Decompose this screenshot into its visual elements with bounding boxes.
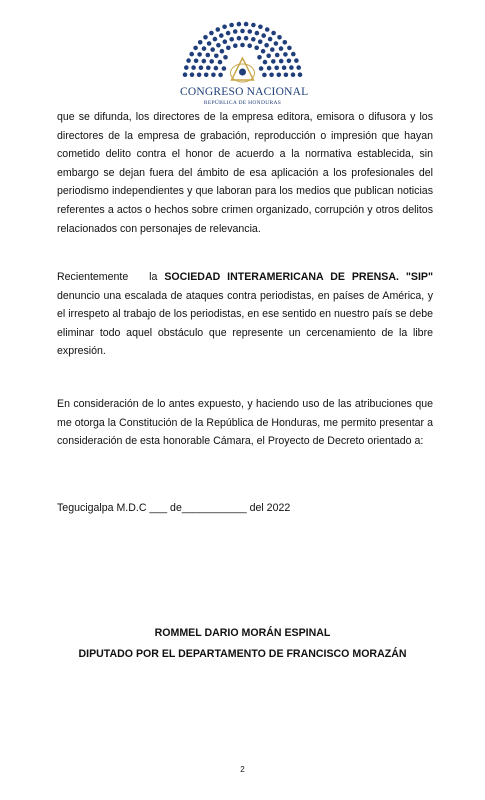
sip-name: SOCIEDAD INTERAMERICANA DE PRENSA. "SIP" — [164, 271, 433, 283]
seat-dot — [240, 29, 245, 34]
seat-dot — [254, 46, 259, 51]
seat-dot — [202, 59, 207, 64]
seat-dot — [275, 53, 280, 58]
seat-dot — [214, 66, 219, 71]
seat-dot — [186, 58, 191, 63]
date-line: Tegucigalpa M.D.C ___ de___________ del 2022 — [57, 502, 291, 514]
congreso-nacional-logo — [180, 18, 309, 108]
seat-dot — [223, 55, 228, 60]
seat-dot — [274, 41, 279, 46]
seat-dot — [262, 73, 267, 78]
seat-dot — [229, 37, 234, 42]
seat-dot — [282, 65, 287, 70]
seat-dot — [283, 40, 288, 45]
seat-dot — [277, 35, 282, 40]
seat-dot — [283, 52, 288, 57]
hemicycle-seal-icon — [180, 18, 305, 86]
seat-dot — [197, 52, 202, 57]
seat-dot — [269, 73, 274, 78]
seat-dot — [261, 49, 266, 54]
seat-dot — [268, 37, 273, 42]
seat-dot — [209, 59, 214, 64]
seat-dot — [291, 72, 296, 77]
seat-dot — [289, 65, 294, 70]
seat-dot — [258, 25, 263, 30]
seat-dot — [226, 31, 231, 36]
seat-dot — [270, 47, 275, 52]
seat-dot — [287, 59, 292, 64]
seat-dot — [267, 66, 272, 71]
seat-dot — [218, 73, 223, 78]
seat-dot — [296, 65, 301, 70]
paragraph-1: que se difunda, los directores de la empresa editora, emisora o difusora y los directores de la empresa de grabación, reproducción o impresión que hayan cometido delito contra el honor de acuerdo a la normativa establecida, sin embargo se dejan fuera del ámbito de esa aplicación a los profesionales del periodismo independientes y que laboran para los medios que publican noticias referentes a actos o hechos sobre crimen organizado, corrupción y otros delitos relacionados con personajes de relevancia. — [57, 111, 433, 235]
seat-dot — [222, 25, 227, 30]
seat-dot — [209, 31, 214, 36]
seat-dot — [223, 39, 228, 44]
seat-dot — [194, 59, 199, 64]
seat-dot — [189, 52, 194, 57]
seat-dot — [233, 43, 238, 48]
seat-dot — [207, 41, 212, 46]
paragraph-2-lead: Recientemente la — [57, 271, 158, 283]
seat-dot — [274, 66, 279, 71]
seat-dot — [251, 37, 256, 42]
seat-dot — [279, 59, 284, 64]
seat-dot — [183, 72, 188, 77]
seat-dot — [294, 58, 299, 63]
seat-dot — [199, 65, 204, 70]
seat-dot — [211, 73, 216, 78]
seat-dot — [202, 46, 207, 51]
seat-dot — [257, 55, 262, 60]
seat-dot — [237, 22, 242, 27]
seat-dot — [210, 47, 215, 52]
seat-dot — [222, 66, 227, 71]
seat-dot — [248, 29, 253, 34]
seat-dot — [193, 46, 198, 51]
seat-dot — [219, 33, 224, 38]
seat-dot — [203, 35, 208, 40]
seat-dot — [251, 23, 256, 28]
seat-dot — [197, 73, 202, 78]
seat-dot — [287, 46, 292, 51]
signatory-name: ROMMEL DARIO MORÁN ESPINAL — [154, 627, 331, 639]
seat-dot — [255, 31, 260, 36]
seat-dot — [263, 60, 268, 65]
seat-dot — [298, 72, 303, 77]
seat-dot — [218, 60, 223, 65]
signatory-title: DIPUTADO POR EL DEPARTAMENTO DE FRANCISCO MORAZÁN — [78, 648, 407, 660]
paragraph-2-rest: denuncio una escalada de ataques contra periodistas, en países de América, y el irrespeto al trabajo de los periodistas, en ese sentido en nuestro país se debe eliminar todo aquel obstáculo que represente un cercenamiento de la libre expresión. — [57, 289, 433, 358]
seat-dot — [279, 46, 284, 51]
seat-dot — [271, 59, 276, 64]
seat-dot — [216, 43, 221, 48]
paragraph-2 — [57, 268, 433, 361]
logo-subtitle: REPÚBLICA DE HONDURAS — [203, 100, 282, 106]
seat-dot — [237, 36, 242, 41]
seat-dot — [258, 39, 263, 44]
seat-dot — [220, 49, 225, 54]
seat-dot — [233, 29, 238, 34]
seat-dot — [247, 43, 252, 48]
seat-dot — [291, 52, 296, 57]
seat-dot — [191, 65, 196, 70]
seat-dot — [240, 43, 245, 48]
seat-dot — [265, 27, 270, 32]
seat-dot — [204, 73, 209, 78]
seat-dot — [184, 65, 189, 70]
seat-dot — [229, 23, 234, 28]
seat-dot — [226, 46, 231, 51]
seat-dot — [206, 66, 211, 71]
logo-title: CONGRESO NACIONAL — [180, 86, 309, 98]
seat-dot — [277, 73, 282, 78]
seat-dot — [213, 37, 218, 42]
seat-dot — [206, 53, 211, 58]
seat-dot — [216, 27, 221, 32]
seat-dot — [261, 33, 266, 38]
seat-dot — [259, 66, 264, 71]
emblem-core — [239, 69, 246, 76]
seat-dot — [264, 43, 269, 48]
seat-dot — [284, 73, 289, 78]
page-number: 2 — [240, 765, 245, 774]
paragraph-3: En consideración de lo antes expuesto, y haciendo uso de las atribuciones que me otorga la Constitución de la República de Honduras, me permito presentar a consideración de esta honorable Cámara, el Proyecto de Decreto orientado a: — [57, 398, 433, 448]
seat-dot — [244, 22, 249, 27]
seat-dot — [266, 54, 271, 59]
seat-dot — [271, 31, 276, 36]
seat-dot — [244, 36, 249, 41]
seat-dot — [198, 40, 203, 45]
seat-dot — [214, 54, 219, 59]
seat-dot — [190, 72, 195, 77]
